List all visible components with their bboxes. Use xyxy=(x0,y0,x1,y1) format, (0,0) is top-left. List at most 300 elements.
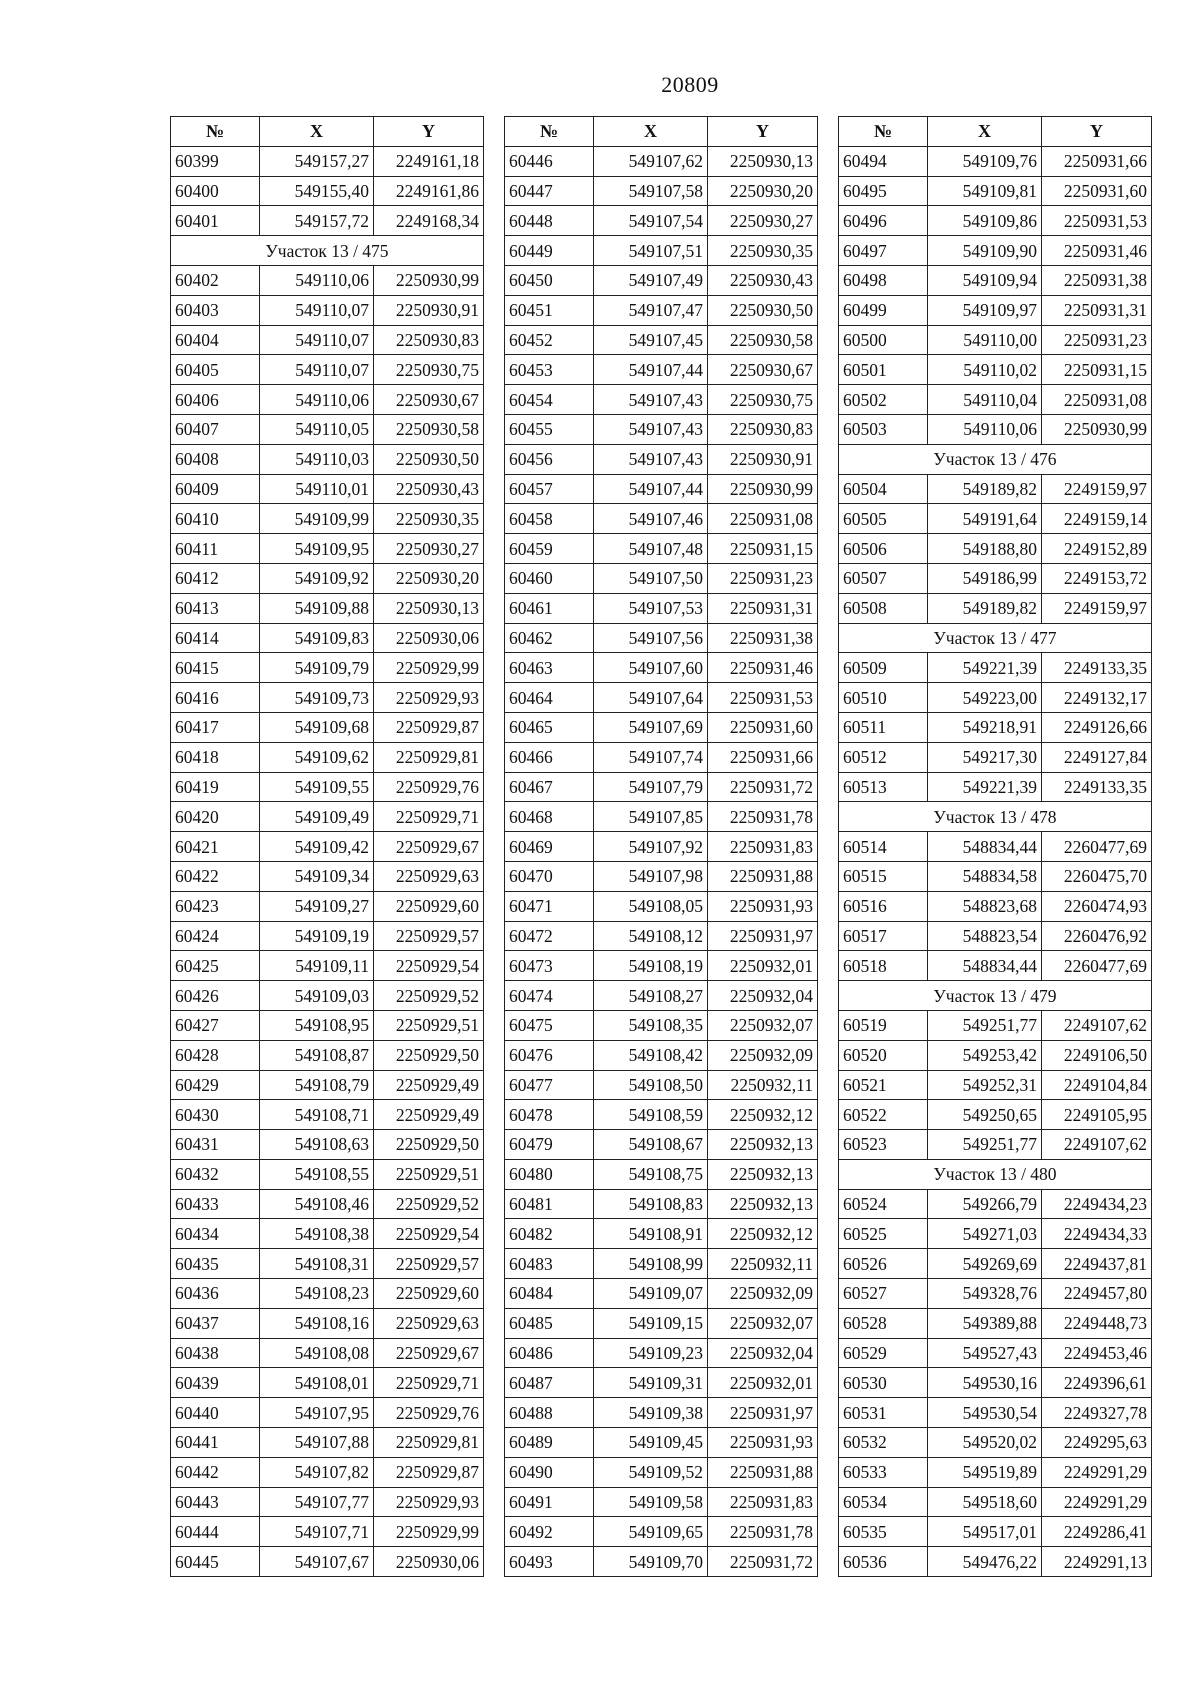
table-row xyxy=(839,1040,1152,1070)
point-number: 60451 xyxy=(505,295,594,325)
point-number: 60419 xyxy=(171,772,260,802)
point-number: 60450 xyxy=(505,265,594,295)
table-row xyxy=(839,1010,1152,1040)
point-number: 60487 xyxy=(505,1368,594,1398)
point-number: 60509 xyxy=(839,653,928,683)
point-number: 60437 xyxy=(171,1308,260,1338)
y-coordinate: 2249434,23 xyxy=(1042,1189,1152,1219)
x-coordinate: 549109,11 xyxy=(260,951,374,981)
table-row xyxy=(505,1547,818,1577)
x-coordinate: 549107,82 xyxy=(260,1457,374,1487)
y-coordinate: 2250932,09 xyxy=(708,1279,818,1309)
point-number: 60424 xyxy=(171,921,260,951)
table-row xyxy=(171,1159,484,1189)
point-number: 60489 xyxy=(505,1428,594,1458)
point-number: 60523 xyxy=(839,1130,928,1160)
point-number: 60400 xyxy=(171,176,260,206)
point-number: 60502 xyxy=(839,385,928,415)
x-coordinate: 549107,45 xyxy=(594,325,708,355)
y-coordinate: 2250929,71 xyxy=(374,802,484,832)
x-coordinate: 549107,48 xyxy=(594,534,708,564)
y-coordinate: 2250931,72 xyxy=(708,772,818,802)
x-coordinate: 549108,46 xyxy=(260,1189,374,1219)
y-coordinate: 2249153,72 xyxy=(1042,563,1152,593)
table-row xyxy=(839,206,1152,236)
section-title: Участок 13 / 476 xyxy=(839,444,1152,474)
y-coordinate: 2249107,62 xyxy=(1042,1130,1152,1160)
x-coordinate: 549109,65 xyxy=(594,1517,708,1547)
point-number: 60515 xyxy=(839,861,928,891)
table-row xyxy=(839,951,1152,981)
y-coordinate: 2250931,23 xyxy=(1042,325,1152,355)
point-number: 60446 xyxy=(505,146,594,176)
x-coordinate: 549109,38 xyxy=(594,1398,708,1428)
point-number: 60488 xyxy=(505,1398,594,1428)
y-coordinate: 2250930,99 xyxy=(708,474,818,504)
point-number: 60508 xyxy=(839,593,928,623)
point-number: 60493 xyxy=(505,1547,594,1577)
table-row xyxy=(171,981,484,1011)
table-row xyxy=(839,325,1152,355)
y-coordinate: 2249159,97 xyxy=(1042,474,1152,504)
x-coordinate: 549108,16 xyxy=(260,1308,374,1338)
point-number: 60402 xyxy=(171,265,260,295)
table-row xyxy=(171,1249,484,1279)
point-number: 60504 xyxy=(839,474,928,504)
table-row xyxy=(505,325,818,355)
table-row xyxy=(171,593,484,623)
y-coordinate: 2250929,57 xyxy=(374,921,484,951)
y-coordinate: 2250929,60 xyxy=(374,891,484,921)
y-coordinate: 2250929,99 xyxy=(374,653,484,683)
table-row xyxy=(505,1517,818,1547)
table-row xyxy=(505,1457,818,1487)
table-row xyxy=(839,1130,1152,1160)
section-title: Участок 13 / 480 xyxy=(839,1159,1152,1189)
point-number: 60431 xyxy=(171,1130,260,1160)
x-coordinate: 549109,76 xyxy=(928,146,1042,176)
table-row xyxy=(171,176,484,206)
y-coordinate: 2250929,67 xyxy=(374,832,484,862)
point-number: 60497 xyxy=(839,236,928,266)
y-coordinate: 2249434,33 xyxy=(1042,1219,1152,1249)
point-number: 60399 xyxy=(171,146,260,176)
point-number: 60521 xyxy=(839,1070,928,1100)
point-number: 60475 xyxy=(505,1010,594,1040)
table-row xyxy=(171,921,484,951)
x-coordinate: 549110,04 xyxy=(928,385,1042,415)
point-number: 60525 xyxy=(839,1219,928,1249)
table-row xyxy=(839,921,1152,951)
point-number: 60427 xyxy=(171,1010,260,1040)
table-row xyxy=(505,832,818,862)
x-coordinate: 549110,02 xyxy=(928,355,1042,385)
x-coordinate: 549218,91 xyxy=(928,712,1042,742)
y-coordinate: 2250929,57 xyxy=(374,1249,484,1279)
table-row xyxy=(839,1338,1152,1368)
y-coordinate: 2249105,95 xyxy=(1042,1100,1152,1130)
table-row xyxy=(505,563,818,593)
y-coordinate: 2250929,60 xyxy=(374,1279,484,1309)
point-number: 60528 xyxy=(839,1308,928,1338)
table-row xyxy=(839,236,1152,266)
y-coordinate: 2250931,08 xyxy=(708,504,818,534)
table-row xyxy=(505,236,818,266)
column-header-number: № xyxy=(839,117,928,147)
x-coordinate: 549108,23 xyxy=(260,1279,374,1309)
point-number: 60455 xyxy=(505,414,594,444)
y-coordinate: 2250930,06 xyxy=(374,623,484,653)
point-number: 60449 xyxy=(505,236,594,266)
table-row xyxy=(505,355,818,385)
y-coordinate: 2250929,93 xyxy=(374,683,484,713)
point-number: 60512 xyxy=(839,742,928,772)
x-coordinate: 549520,02 xyxy=(928,1428,1042,1458)
table-row xyxy=(171,1100,484,1130)
y-coordinate: 2250931,97 xyxy=(708,1398,818,1428)
table-row xyxy=(839,891,1152,921)
point-number: 60433 xyxy=(171,1189,260,1219)
point-number: 60440 xyxy=(171,1398,260,1428)
point-number: 60470 xyxy=(505,861,594,891)
y-coordinate: 2260475,70 xyxy=(1042,861,1152,891)
table-row xyxy=(171,1398,484,1428)
y-coordinate: 2250929,54 xyxy=(374,951,484,981)
y-coordinate: 2249286,41 xyxy=(1042,1517,1152,1547)
x-coordinate: 549108,38 xyxy=(260,1219,374,1249)
table-row xyxy=(171,474,484,504)
point-number: 60457 xyxy=(505,474,594,504)
point-number: 60407 xyxy=(171,414,260,444)
table-row xyxy=(171,1457,484,1487)
point-number: 60466 xyxy=(505,742,594,772)
table-row xyxy=(505,414,818,444)
point-number: 60524 xyxy=(839,1189,928,1219)
point-number: 60511 xyxy=(839,712,928,742)
x-coordinate: 549109,68 xyxy=(260,712,374,742)
point-number: 60514 xyxy=(839,832,928,862)
table-row xyxy=(839,504,1152,534)
x-coordinate: 549109,55 xyxy=(260,772,374,802)
x-coordinate: 549108,71 xyxy=(260,1100,374,1130)
y-coordinate: 2250929,52 xyxy=(374,981,484,1011)
point-number: 60439 xyxy=(171,1368,260,1398)
y-coordinate: 2250931,93 xyxy=(708,1428,818,1458)
x-coordinate: 549110,06 xyxy=(260,385,374,415)
y-coordinate: 2249168,34 xyxy=(374,206,484,236)
y-coordinate: 2250932,04 xyxy=(708,1338,818,1368)
point-number: 60413 xyxy=(171,593,260,623)
x-coordinate: 549217,30 xyxy=(928,742,1042,772)
y-coordinate: 2250932,04 xyxy=(708,981,818,1011)
x-coordinate: 549109,70 xyxy=(594,1547,708,1577)
table-row xyxy=(839,832,1152,862)
column-header-number: № xyxy=(505,117,594,147)
y-coordinate: 2249161,18 xyxy=(374,146,484,176)
table-row xyxy=(839,861,1152,891)
x-coordinate: 549109,99 xyxy=(260,504,374,534)
table-row xyxy=(839,653,1152,683)
table-row xyxy=(839,1279,1152,1309)
x-coordinate: 549107,58 xyxy=(594,176,708,206)
point-number: 60532 xyxy=(839,1428,928,1458)
point-number: 60412 xyxy=(171,563,260,593)
x-coordinate: 549107,79 xyxy=(594,772,708,802)
x-coordinate: 548834,44 xyxy=(928,951,1042,981)
point-number: 60530 xyxy=(839,1368,928,1398)
table-row xyxy=(171,1219,484,1249)
table-row xyxy=(171,951,484,981)
table-row xyxy=(839,1457,1152,1487)
y-coordinate: 2250932,07 xyxy=(708,1308,818,1338)
point-number: 60453 xyxy=(505,355,594,385)
table-row xyxy=(839,176,1152,206)
x-coordinate: 549108,50 xyxy=(594,1070,708,1100)
table-row xyxy=(839,1428,1152,1458)
x-coordinate: 549109,79 xyxy=(260,653,374,683)
table-row xyxy=(505,385,818,415)
point-number: 60482 xyxy=(505,1219,594,1249)
y-coordinate: 2250929,51 xyxy=(374,1159,484,1189)
table-row xyxy=(505,444,818,474)
point-number: 60531 xyxy=(839,1398,928,1428)
x-coordinate: 549108,99 xyxy=(594,1249,708,1279)
y-coordinate: 2250931,15 xyxy=(1042,355,1152,385)
y-coordinate: 2249104,84 xyxy=(1042,1070,1152,1100)
y-coordinate: 2249457,80 xyxy=(1042,1279,1152,1309)
table-row xyxy=(839,772,1152,802)
x-coordinate: 549108,91 xyxy=(594,1219,708,1249)
x-coordinate: 549107,95 xyxy=(260,1398,374,1428)
point-number: 60471 xyxy=(505,891,594,921)
table-row xyxy=(505,1100,818,1130)
x-coordinate: 549109,42 xyxy=(260,832,374,862)
point-number: 60481 xyxy=(505,1189,594,1219)
x-coordinate: 549109,19 xyxy=(260,921,374,951)
y-coordinate: 2249327,78 xyxy=(1042,1398,1152,1428)
y-coordinate: 2249133,35 xyxy=(1042,772,1152,802)
table-row xyxy=(171,1368,484,1398)
point-number: 60459 xyxy=(505,534,594,564)
x-coordinate: 549109,90 xyxy=(928,236,1042,266)
x-coordinate: 549527,43 xyxy=(928,1338,1042,1368)
x-coordinate: 548823,54 xyxy=(928,921,1042,951)
point-number: 60411 xyxy=(171,534,260,564)
point-number: 60534 xyxy=(839,1487,928,1517)
x-coordinate: 549107,44 xyxy=(594,474,708,504)
point-number: 60485 xyxy=(505,1308,594,1338)
table-row xyxy=(171,772,484,802)
x-coordinate: 549518,60 xyxy=(928,1487,1042,1517)
table-row xyxy=(505,1189,818,1219)
table-row xyxy=(171,832,484,862)
point-number: 60516 xyxy=(839,891,928,921)
x-coordinate: 549108,27 xyxy=(594,981,708,1011)
table-row xyxy=(171,146,484,176)
x-coordinate: 549109,86 xyxy=(928,206,1042,236)
x-coordinate: 549110,07 xyxy=(260,295,374,325)
x-coordinate: 549108,95 xyxy=(260,1010,374,1040)
y-coordinate: 2250930,58 xyxy=(374,414,484,444)
x-coordinate: 549108,42 xyxy=(594,1040,708,1070)
point-number: 60432 xyxy=(171,1159,260,1189)
y-coordinate: 2249161,86 xyxy=(374,176,484,206)
point-number: 60479 xyxy=(505,1130,594,1160)
x-coordinate: 549107,44 xyxy=(594,355,708,385)
table-row xyxy=(505,891,818,921)
y-coordinate: 2250931,97 xyxy=(708,921,818,951)
point-number: 60510 xyxy=(839,683,928,713)
y-coordinate: 2250931,83 xyxy=(708,832,818,862)
x-coordinate: 549107,92 xyxy=(594,832,708,862)
x-coordinate: 549328,76 xyxy=(928,1279,1042,1309)
y-coordinate: 2249291,29 xyxy=(1042,1487,1152,1517)
y-coordinate: 2250931,83 xyxy=(708,1487,818,1517)
point-number: 60463 xyxy=(505,653,594,683)
point-number: 60434 xyxy=(171,1219,260,1249)
point-number: 60436 xyxy=(171,1279,260,1309)
table-row xyxy=(839,1070,1152,1100)
column-header-y: Y xyxy=(708,117,818,147)
y-coordinate: 2250932,13 xyxy=(708,1189,818,1219)
table-header-row xyxy=(839,117,1152,147)
x-coordinate: 549109,73 xyxy=(260,683,374,713)
y-coordinate: 2260476,92 xyxy=(1042,921,1152,951)
x-coordinate: 549108,83 xyxy=(594,1189,708,1219)
x-coordinate: 549251,77 xyxy=(928,1010,1042,1040)
point-number: 60414 xyxy=(171,623,260,653)
y-coordinate: 2250930,83 xyxy=(374,325,484,355)
point-number: 60483 xyxy=(505,1249,594,1279)
table-row xyxy=(839,712,1152,742)
table-row xyxy=(505,146,818,176)
table-row xyxy=(171,623,484,653)
table-row xyxy=(171,414,484,444)
table-row xyxy=(505,1040,818,1070)
y-coordinate: 2250932,07 xyxy=(708,1010,818,1040)
x-coordinate: 549109,45 xyxy=(594,1428,708,1458)
point-number: 60461 xyxy=(505,593,594,623)
y-coordinate: 2250930,91 xyxy=(708,444,818,474)
point-number: 60498 xyxy=(839,265,928,295)
point-number: 60435 xyxy=(171,1249,260,1279)
table-header-row xyxy=(505,117,818,147)
x-coordinate: 549189,82 xyxy=(928,474,1042,504)
y-coordinate: 2250931,38 xyxy=(1042,265,1152,295)
x-coordinate: 549108,08 xyxy=(260,1338,374,1368)
x-coordinate: 549107,43 xyxy=(594,414,708,444)
y-coordinate: 2250932,01 xyxy=(708,951,818,981)
point-number: 60428 xyxy=(171,1040,260,1070)
point-number: 60456 xyxy=(505,444,594,474)
table-row xyxy=(171,1010,484,1040)
table-row xyxy=(171,712,484,742)
x-coordinate: 549476,22 xyxy=(928,1547,1042,1577)
y-coordinate: 2250930,91 xyxy=(374,295,484,325)
x-coordinate: 549109,49 xyxy=(260,802,374,832)
y-coordinate: 2250930,13 xyxy=(708,146,818,176)
x-coordinate: 549157,27 xyxy=(260,146,374,176)
y-coordinate: 2250931,66 xyxy=(1042,146,1152,176)
point-number: 60468 xyxy=(505,802,594,832)
column-header-x: X xyxy=(594,117,708,147)
x-coordinate: 549107,53 xyxy=(594,593,708,623)
point-number: 60473 xyxy=(505,951,594,981)
point-number: 60408 xyxy=(171,444,260,474)
y-coordinate: 2250929,63 xyxy=(374,861,484,891)
point-number: 60529 xyxy=(839,1338,928,1368)
y-coordinate: 2249448,73 xyxy=(1042,1308,1152,1338)
table-row xyxy=(505,593,818,623)
y-coordinate: 2250930,75 xyxy=(374,355,484,385)
table-row xyxy=(505,623,818,653)
point-number: 60443 xyxy=(171,1487,260,1517)
table-row xyxy=(171,534,484,564)
point-number: 60410 xyxy=(171,504,260,534)
y-coordinate: 2250930,50 xyxy=(374,444,484,474)
table-row xyxy=(171,504,484,534)
table-row xyxy=(839,1547,1152,1577)
y-coordinate: 2250931,66 xyxy=(708,742,818,772)
x-coordinate: 549108,79 xyxy=(260,1070,374,1100)
table-row xyxy=(171,1487,484,1517)
y-coordinate: 2250929,71 xyxy=(374,1368,484,1398)
x-coordinate: 549191,64 xyxy=(928,504,1042,534)
y-coordinate: 2249107,62 xyxy=(1042,1010,1152,1040)
table-row xyxy=(505,802,818,832)
point-number: 60501 xyxy=(839,355,928,385)
point-number: 60535 xyxy=(839,1517,928,1547)
y-coordinate: 2250931,31 xyxy=(708,593,818,623)
y-coordinate: 2250930,35 xyxy=(374,504,484,534)
point-number: 60486 xyxy=(505,1338,594,1368)
point-number: 60418 xyxy=(171,742,260,772)
y-coordinate: 2250930,75 xyxy=(708,385,818,415)
x-coordinate: 549389,88 xyxy=(928,1308,1042,1338)
point-number: 60490 xyxy=(505,1457,594,1487)
table-row xyxy=(171,1040,484,1070)
x-coordinate: 549107,64 xyxy=(594,683,708,713)
x-coordinate: 549110,05 xyxy=(260,414,374,444)
table-row xyxy=(171,861,484,891)
x-coordinate: 549107,46 xyxy=(594,504,708,534)
table-row xyxy=(505,1279,818,1309)
table-row xyxy=(505,1487,818,1517)
point-number: 60526 xyxy=(839,1249,928,1279)
point-number: 60494 xyxy=(839,146,928,176)
x-coordinate: 549109,94 xyxy=(928,265,1042,295)
x-coordinate: 549109,83 xyxy=(260,623,374,653)
point-number: 60404 xyxy=(171,325,260,355)
point-number: 60520 xyxy=(839,1040,928,1070)
point-number: 60522 xyxy=(839,1100,928,1130)
section-title: Участок 13 / 479 xyxy=(839,981,1152,1011)
x-coordinate: 549186,99 xyxy=(928,563,1042,593)
y-coordinate: 2249453,46 xyxy=(1042,1338,1152,1368)
point-number: 60469 xyxy=(505,832,594,862)
y-coordinate: 2250930,50 xyxy=(708,295,818,325)
y-coordinate: 2250931,93 xyxy=(708,891,818,921)
y-coordinate: 2250931,88 xyxy=(708,1457,818,1487)
y-coordinate: 2250930,43 xyxy=(374,474,484,504)
x-coordinate: 549109,27 xyxy=(260,891,374,921)
table-row xyxy=(839,1308,1152,1338)
table-row xyxy=(171,325,484,355)
point-number: 60462 xyxy=(505,623,594,653)
x-coordinate: 549155,40 xyxy=(260,176,374,206)
x-coordinate: 549251,77 xyxy=(928,1130,1042,1160)
point-number: 60447 xyxy=(505,176,594,206)
